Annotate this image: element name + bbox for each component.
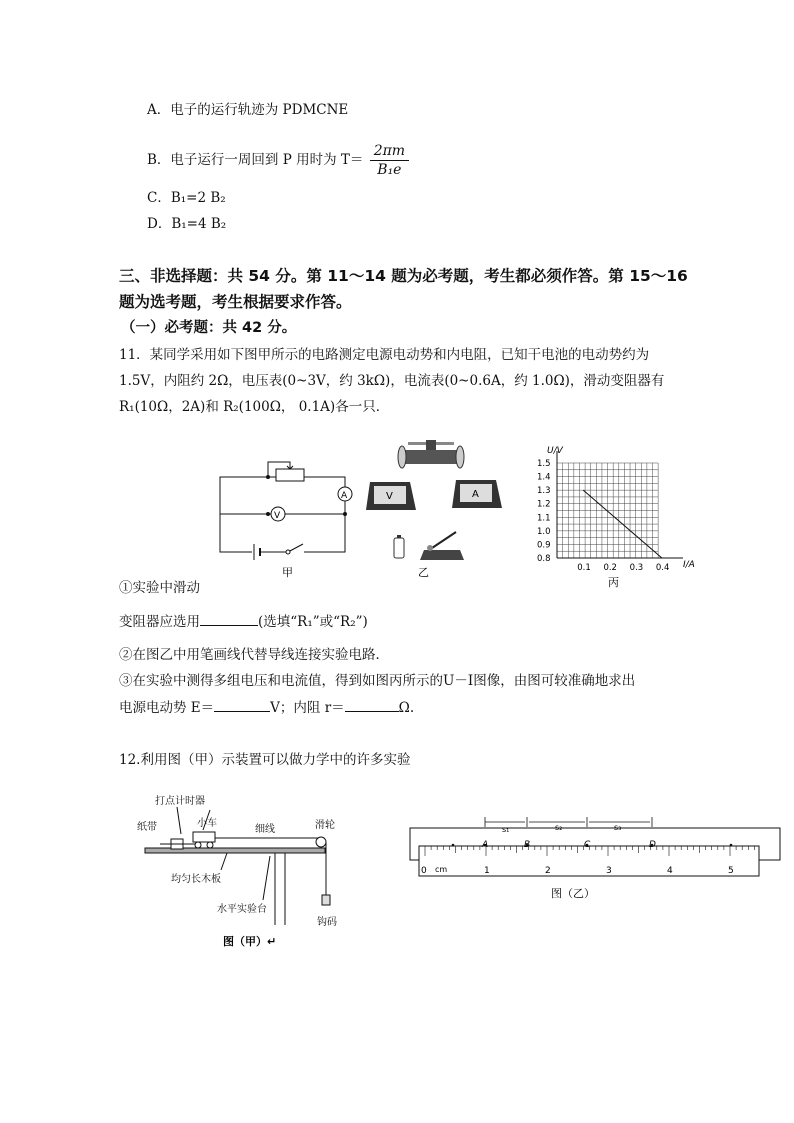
section-subheading: （一）必考题：共 42 分。	[121, 320, 297, 336]
switch-icon	[420, 532, 464, 560]
chart-xlabel: I/A	[683, 560, 695, 570]
apparatus-diagram-jia	[135, 790, 345, 955]
fig-jia-label: 甲	[282, 566, 293, 579]
circuit-diagram-jia	[210, 452, 360, 582]
q11-sub1-suffix: (选填“R₁”或“R₂”)	[258, 614, 368, 630]
fig12-jia-caption: 图（甲）↵	[223, 935, 277, 948]
answer-blank-resistance[interactable]	[345, 697, 399, 712]
board-label: 均匀长木板	[171, 874, 221, 885]
x-tick-label: 0.2	[603, 563, 617, 573]
option-c: C．B₁=2 B₂	[147, 190, 226, 206]
ruler-tick-label: 1	[484, 866, 490, 876]
voltmeter-label: V	[274, 511, 281, 521]
q11-line2: 1.5V，内阻约 2Ω，电压表(0~3V，约 3kΩ)，电流表(0~0.6A，约 1.0Ω)，滑动变阻器有	[119, 373, 665, 389]
ruler-tick-label: 0	[421, 866, 427, 876]
tape-ruler-yi	[405, 812, 785, 907]
option-a: A．电子的运行轨迹为 PDMCNE	[147, 102, 349, 118]
y-tick-label: 1.3	[537, 486, 551, 497]
ui-graph-bing	[515, 440, 705, 590]
option-d: D．B₁=4 B₂	[147, 216, 227, 232]
tape-dot	[452, 844, 455, 847]
battery-icon	[394, 535, 404, 558]
y-tick-label: 1.5	[537, 459, 551, 469]
ammeter-device-icon	[452, 480, 502, 508]
option-b	[147, 142, 409, 179]
svg-text:A: A	[472, 489, 479, 500]
answer-blank-rheostat[interactable]	[200, 611, 258, 626]
tape-point-label: A	[482, 840, 489, 850]
apparatus-yi	[360, 440, 510, 580]
q12-line1: 12.利用图（甲）示装置可以做力学中的许多实验	[119, 752, 411, 768]
q11-sub3-prefix: 电源电动势 E＝	[119, 700, 215, 716]
tape-point-label: B	[524, 840, 531, 850]
pulley-label: 滑轮	[315, 820, 335, 831]
chart-ylabel: U/V	[547, 446, 563, 456]
q11-sub3-suffix: Ω.	[398, 700, 415, 716]
y-tick-label: 1.0	[537, 526, 551, 537]
option-b-prefix: B．电子运行一周回到 P 用时为 T＝	[147, 152, 364, 168]
y-tick-label: 1.4	[537, 472, 551, 483]
tape-point-label: D	[649, 840, 656, 850]
rheostat-icon	[398, 440, 464, 468]
s1-label: s₁	[502, 825, 510, 834]
s3-label: s₃	[614, 823, 622, 832]
cart-label: 小车	[197, 818, 217, 829]
q11-sub2: ②在图乙中用笔画线代替导线连接实验电路．	[119, 647, 389, 663]
y-tick-label: 0.9	[537, 540, 551, 551]
x-tick-label: 0.4	[655, 563, 670, 573]
q11-sub1-prefix: 变阻器应选用	[119, 614, 200, 630]
tape-point-label: C	[584, 840, 591, 850]
ruler-tick-label: 2	[545, 866, 551, 876]
svg-text:V: V	[386, 491, 393, 502]
q11-sub1-line1: ①实验中滑动	[119, 580, 200, 596]
section-heading-line1: 三、非选择题：共 54 分。第 11～14 题为必考题，考生都必须作答。第 15～16	[119, 267, 688, 285]
q11-sub3-mid: V；内阻 r＝	[270, 700, 345, 716]
x-tick-label: 0.1	[577, 563, 591, 573]
q11-line3: R₁(10Ω，2A)和 R₂(100Ω， 0.1A)各一只．	[119, 399, 390, 415]
ammeter-label: A	[341, 491, 348, 501]
fig-bing-label: 丙	[608, 576, 619, 589]
table-label: 水平实验台	[217, 904, 267, 915]
string-label: 细线	[255, 824, 275, 835]
fig12-yi-caption: 图（乙）	[551, 887, 595, 900]
period-fraction	[370, 142, 409, 179]
q11-sub1-line2	[119, 611, 368, 632]
q11-sub3-line1: ③在实验中测得多组电压和电流值，得到如图丙所示的U－I图像，由图可较准确地求出	[119, 673, 636, 689]
fig-yi-label: 乙	[418, 566, 429, 579]
ruler-tick-label: 3	[606, 866, 612, 876]
answer-blank-emf[interactable]	[214, 697, 270, 712]
ruler-tick-label: 4	[667, 866, 673, 876]
tape-dot	[730, 844, 733, 847]
chart-grid	[557, 451, 683, 558]
fraction-numerator: 2πm	[370, 142, 409, 161]
y-tick-label: 1.1	[537, 513, 551, 524]
section-heading-line2: 题为选考题，考生根据要求作答。	[119, 293, 352, 311]
x-tick-label: 0.3	[629, 563, 644, 573]
timer-label: 打点计时器	[155, 796, 205, 807]
s2-label: s₂	[555, 823, 563, 832]
q11-sub3-line2	[119, 697, 414, 718]
fraction-denominator: B₁e	[377, 162, 402, 178]
weight-label: 钩码	[317, 917, 337, 928]
q11-line1: 11．某同学采用如下图甲所示的电路测定电源电动势和内电阻，已知干电池的电动势约为	[119, 347, 650, 363]
voltmeter-device-icon	[366, 482, 416, 510]
ruler-tick-label: 5	[728, 866, 734, 876]
ruler-unit: cm	[435, 865, 448, 874]
tape-label: 纸带	[137, 822, 157, 833]
y-tick-label: 1.2	[537, 499, 551, 510]
y-tick-label: 0.8	[537, 554, 551, 564]
